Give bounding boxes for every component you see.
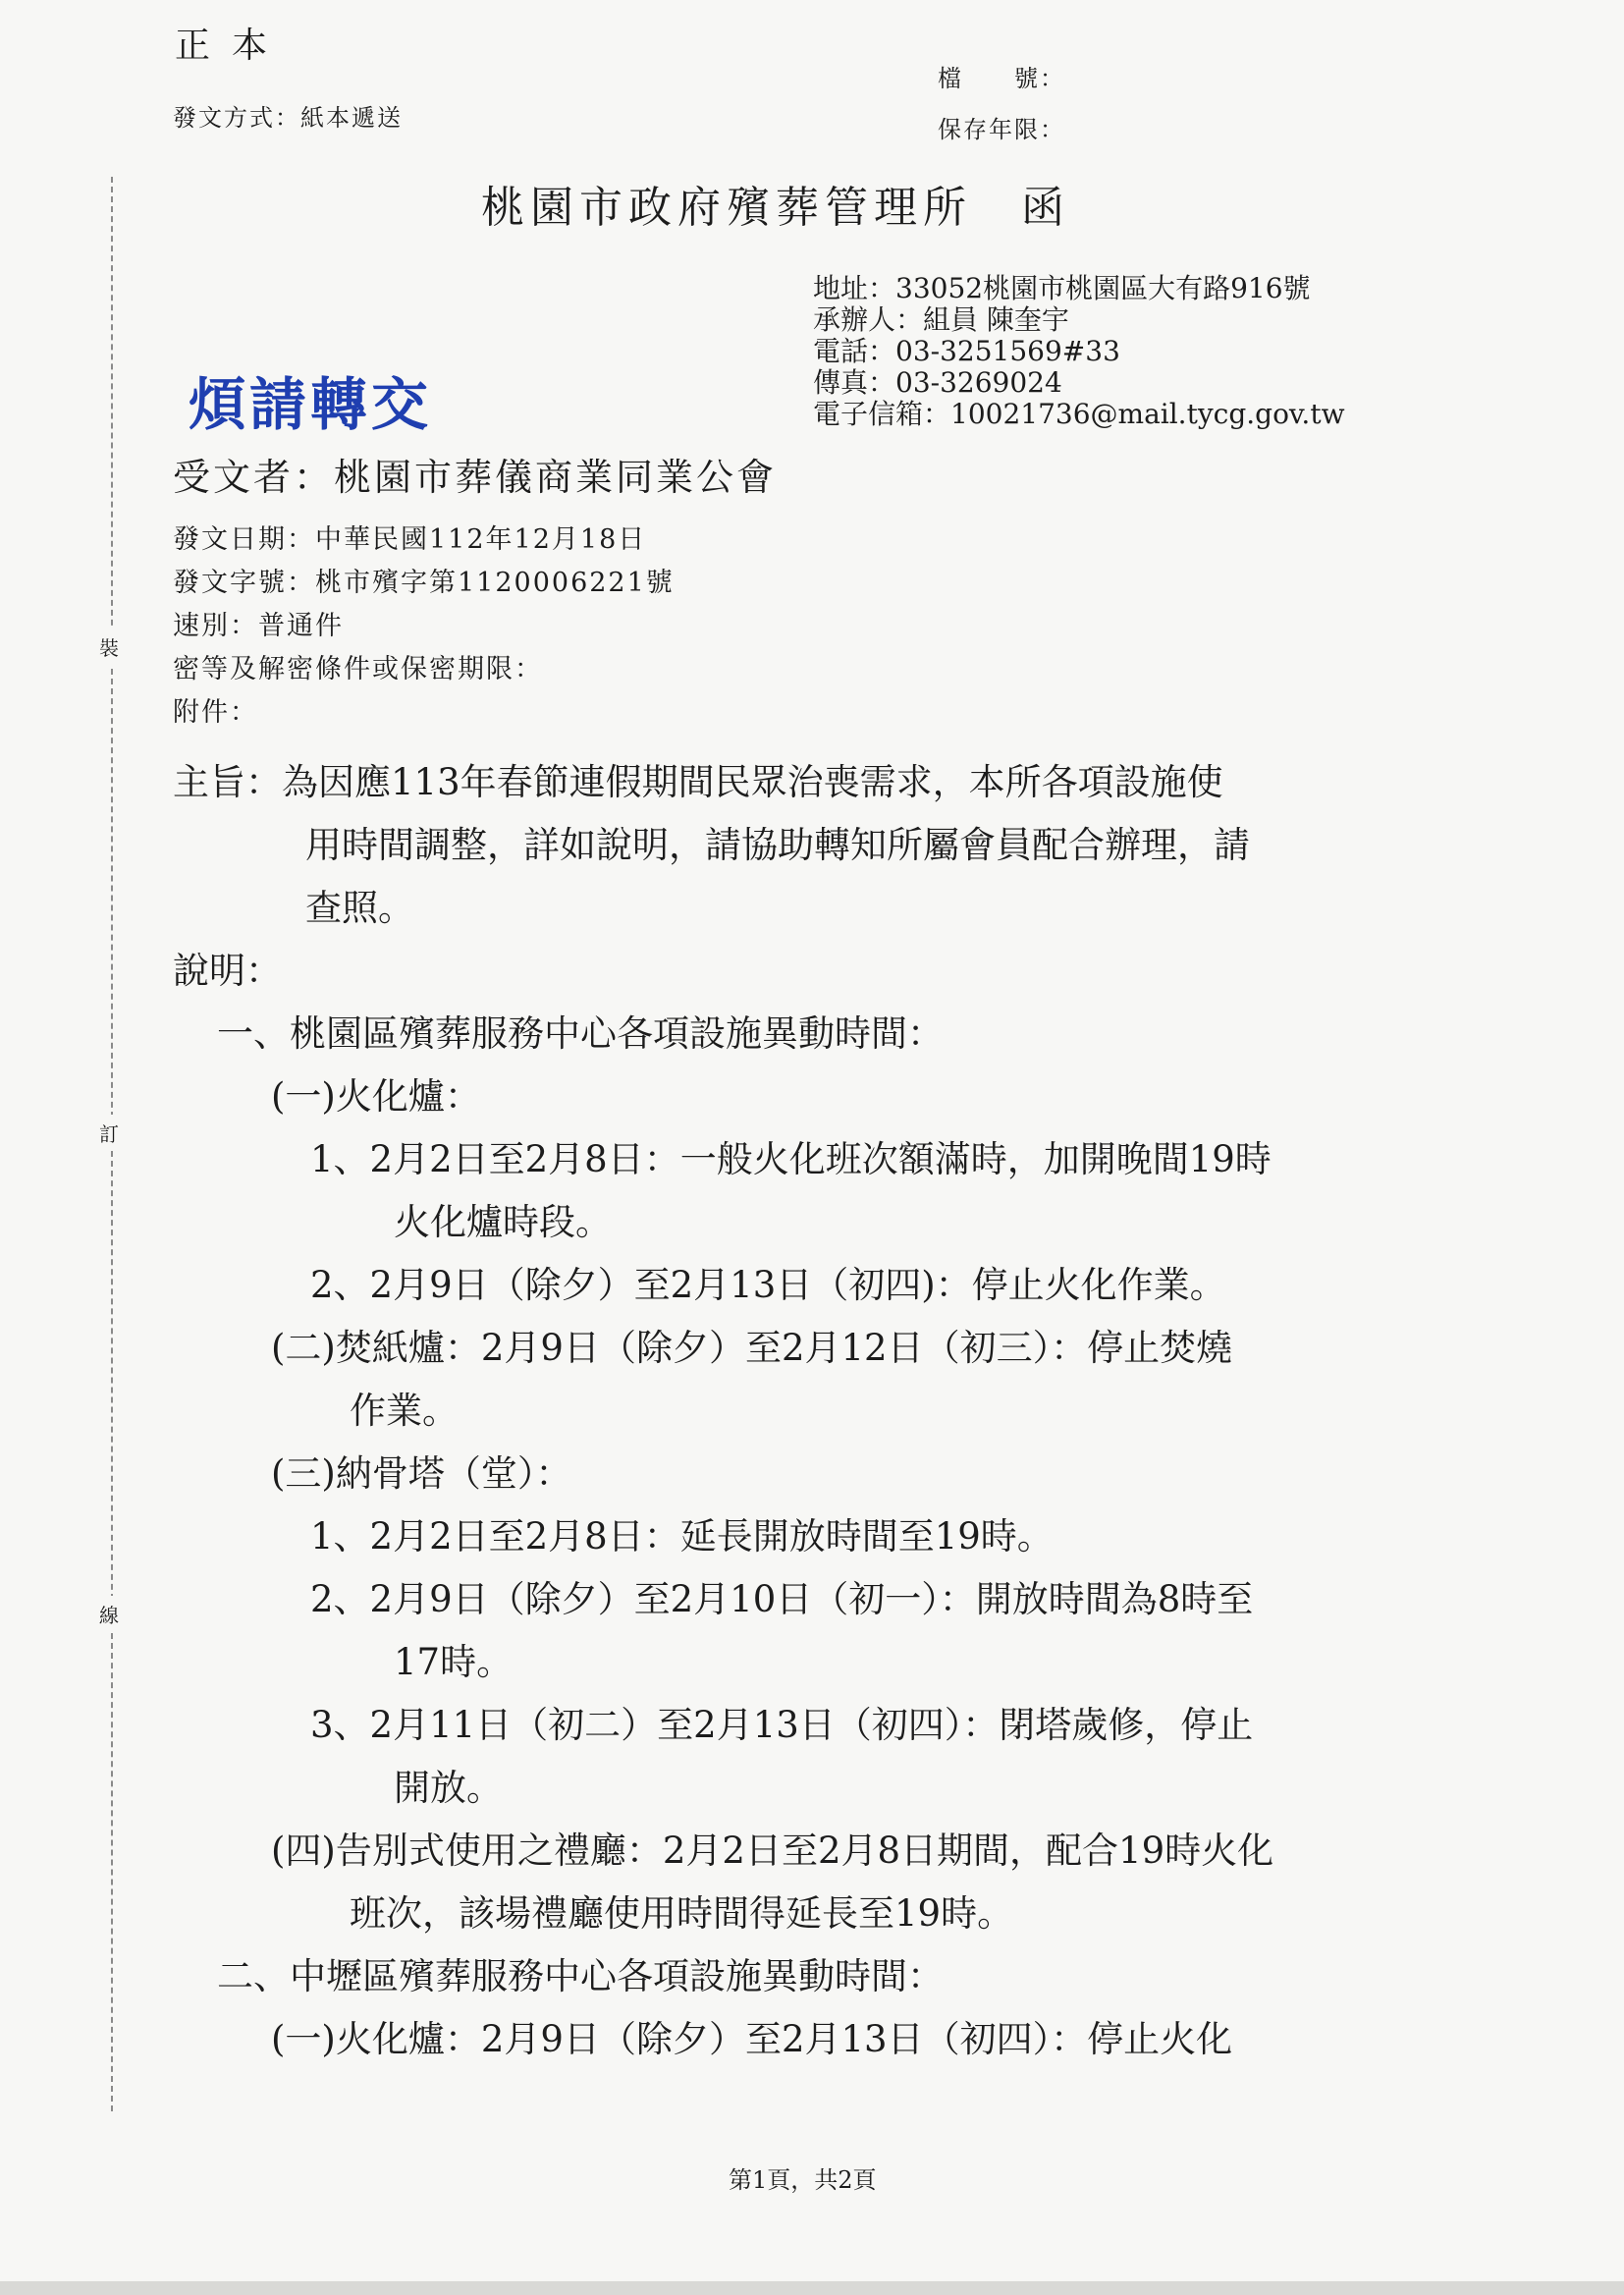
document-body — [173, 751, 1464, 2071]
explanation-label: 說明： — [173, 950, 282, 992]
document-title: 桃園市政府殯葬管理所 函 — [481, 183, 1070, 233]
sender-contact: 承辦人：組員 陳奎宇 — [813, 303, 1069, 336]
s1-cremation-item-1: 1、2月2日至2月8日：一般火化班次額滿時，加開晚間19時 — [310, 1138, 1272, 1180]
section-1-heading: 一、桃園區殯葬服務中心各項設施異動時間： — [217, 1012, 944, 1055]
attachment: 附件： — [173, 697, 258, 728]
s1-paper-furnace: (二)焚紙爐：2月9日（除夕）至2月12日（初三）：停止焚燒 — [271, 1327, 1233, 1369]
scan-edge — [0, 2281, 1624, 2295]
s1-cremation-heading: (一)火化爐： — [271, 1075, 481, 1118]
copy-label: 正本 — [175, 26, 290, 66]
document-meta — [173, 519, 675, 735]
s1-funeral-hall-cont: 班次，該場禮廳使用時間得延長至19時。 — [350, 1892, 1014, 1935]
s1-cremation-item-1-cont: 火化爐時段。 — [394, 1201, 612, 1243]
s1-cremation-item-2: 2、2月9日（除夕）至2月13日（初四)：停止火化作業。 — [310, 1264, 1226, 1306]
recipient: 受文者：桃園市葬儀商業同業公會 — [173, 456, 778, 499]
s1-columbarium-heading: (三)納骨塔（堂）： — [271, 1452, 572, 1495]
s1-columbarium-item-3: 3、2月11日（初二）至2月13日（初四）：閉塔歲修，停止 — [310, 1704, 1254, 1746]
sender-fax: 傳真：03-3269024 — [813, 366, 1062, 399]
delivery-speed: 速別：普通件 — [173, 611, 344, 641]
subject-line-1 — [173, 751, 1464, 814]
binding-mark-ding: 訂 — [99, 1115, 119, 1151]
s1-columbarium-item-1: 1、2月2日至2月8日：延長開放時間至19時。 — [310, 1515, 1054, 1557]
issue-date: 發文日期：中華民國112年12月18日 — [173, 524, 647, 555]
reference-number: 發文字號：桃市殯字第1120006221號 — [173, 568, 675, 598]
section-2-heading: 二、中壢區殯葬服務中心各項設施異動時間： — [217, 1955, 944, 1997]
s1-columbarium-item-2: 2、2月9日（除夕）至2月10日（初一）：開放時間為8時至 — [310, 1578, 1254, 1620]
subject-text: 為因應113年春節連假期間民眾治喪需求，本所各項設施使 — [282, 761, 1223, 803]
forward-stamp: 煩請轉交 — [189, 371, 433, 438]
binding-mark-xian: 線 — [99, 1596, 119, 1632]
s1-paper-furnace-cont: 作業。 — [350, 1390, 459, 1432]
sender-address: 地址：33052桃園市桃園區大有路916號 — [813, 272, 1311, 304]
secrecy-level: 密等及解密條件或保密期限： — [173, 654, 543, 684]
s1-funeral-hall: (四)告別式使用之禮廳：2月2日至2月8日期間，配合19時火化 — [271, 1830, 1274, 1872]
sender-phone: 電話：03-3251569#33 — [813, 335, 1120, 367]
subject-line-2: 用時間調整，詳如說明，請協助轉知所屬會員配合辦理，請 — [305, 824, 1250, 866]
page-footer: 第1頁，共2頁 — [729, 2166, 877, 2194]
s2-cremation: (一)火化爐：2月9日（除夕）至2月13日（初四）：停止火化 — [271, 2018, 1233, 2060]
sender-info — [813, 273, 1345, 430]
binding-mark-zhuang: 裝 — [99, 628, 119, 665]
send-method: 發文方式：紙本遞送 — [173, 104, 403, 132]
subject-label: 主旨： — [173, 761, 282, 803]
s1-columbarium-item-3-cont: 開放。 — [394, 1767, 503, 1809]
file-number-label: 檔 號： — [938, 65, 1065, 92]
s1-columbarium-item-2-cont: 17時。 — [394, 1641, 514, 1683]
sender-email: 電子信箱：10021736@mail.tycg.gov.tw — [813, 398, 1345, 430]
retention-period-label: 保存年限： — [938, 116, 1065, 143]
subject-line-3: 查照。 — [305, 887, 414, 929]
